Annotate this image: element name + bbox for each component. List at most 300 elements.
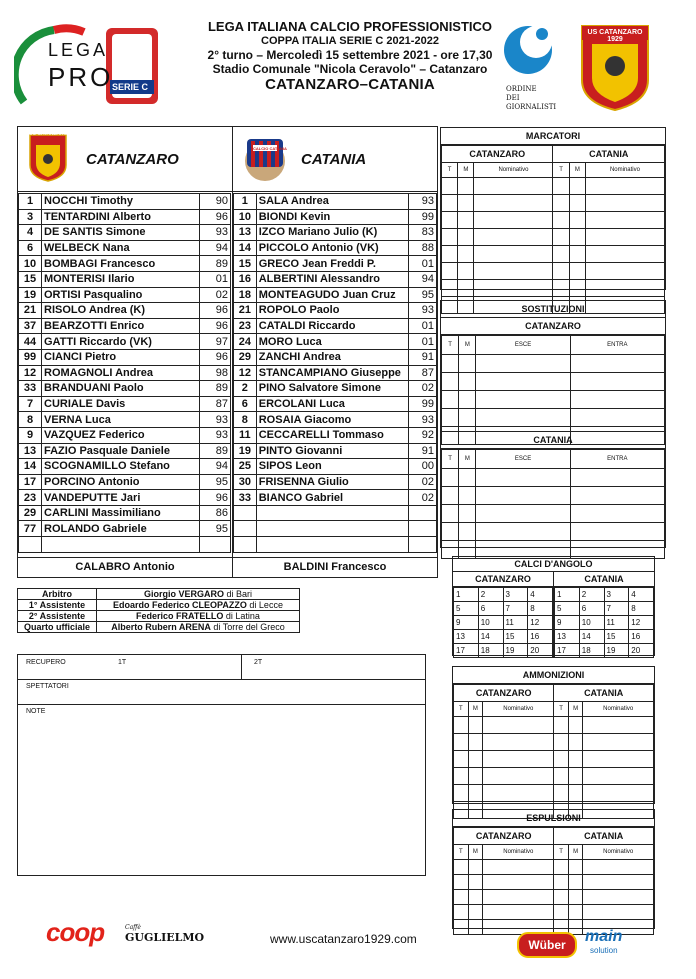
- grid-cell[interactable]: [483, 768, 554, 785]
- player-row: [19, 412, 231, 428]
- competition-name: COPPA ITALIA SERIE C 2021-2022: [261, 35, 439, 47]
- player-year: 93: [200, 427, 231, 443]
- player-year: 96: [200, 349, 231, 365]
- sub-cell[interactable]: [570, 355, 664, 373]
- player-name: VAZQUEZ Federico: [42, 427, 200, 443]
- note-label: NOTE: [26, 708, 46, 715]
- player-row: [234, 459, 437, 475]
- player-name: FAZIO Pasquale Daniele: [42, 443, 200, 459]
- grid-cell[interactable]: [474, 212, 553, 229]
- sub-cell[interactable]: [476, 469, 570, 487]
- grid-col-nominativo: Nominativo: [483, 702, 554, 717]
- grid-cell[interactable]: [553, 195, 569, 212]
- sub-cell[interactable]: [476, 391, 570, 409]
- grid-cell[interactable]: [483, 717, 554, 734]
- grid-home-team: CATANZARO: [454, 828, 554, 845]
- grid-cell[interactable]: [583, 734, 654, 751]
- official-row: [18, 622, 300, 633]
- sub-cell[interactable]: [459, 373, 476, 391]
- corner-row: [555, 630, 654, 644]
- grid-cell[interactable]: [458, 212, 474, 229]
- player-name: PINO Salvatore Simone: [256, 381, 408, 397]
- corners-title: CALCI D'ANGOLO: [453, 557, 654, 572]
- grid-cell[interactable]: [468, 860, 483, 875]
- grid-cell[interactable]: [585, 178, 664, 195]
- grid-cell[interactable]: [554, 860, 568, 875]
- recupero-label: RECUPERO: [26, 659, 66, 666]
- player-number: 11: [234, 427, 257, 443]
- grid-cell[interactable]: [483, 905, 554, 920]
- grid-cell[interactable]: [458, 280, 474, 297]
- catania-crest-icon: [243, 133, 287, 183]
- grid-cell[interactable]: [568, 860, 583, 875]
- grid-cell[interactable]: [468, 734, 483, 751]
- sostituzioni-home: CATANZARO: [441, 318, 665, 335]
- spettatori-row: [18, 680, 425, 705]
- corner-number[interactable]: 6: [478, 602, 503, 616]
- corner-number[interactable]: 2: [478, 588, 503, 602]
- corners-teams: [453, 572, 654, 658]
- grid-cell[interactable]: [583, 860, 654, 875]
- player-row: [19, 225, 231, 241]
- player-number: 23: [19, 490, 42, 506]
- player-row: [234, 240, 437, 256]
- player-number: 1: [19, 194, 42, 210]
- sub-cell[interactable]: [442, 409, 459, 427]
- grid-col-t: T: [553, 163, 569, 178]
- player-row: [234, 318, 437, 334]
- grid-cell[interactable]: [474, 195, 553, 212]
- grid-cell[interactable]: [442, 280, 458, 297]
- grid-cell[interactable]: [454, 905, 469, 920]
- player-year: 99: [408, 209, 436, 225]
- corner-number[interactable]: 1: [555, 588, 580, 602]
- grid-cell[interactable]: [442, 212, 458, 229]
- sub-cell[interactable]: [476, 487, 570, 505]
- player-name: SALA Andrea: [256, 194, 408, 210]
- grid-cell[interactable]: [554, 905, 568, 920]
- grid-cell[interactable]: [458, 178, 474, 195]
- grid-cell[interactable]: [442, 263, 458, 280]
- grid-row: [442, 246, 665, 263]
- sub-row: [442, 487, 665, 505]
- catanzaro-crest-text: US CATANZARO 1929: [29, 131, 80, 137]
- grid-row: [454, 785, 654, 802]
- player-name: CURIALE Davis: [42, 396, 200, 412]
- grid-cell[interactable]: [568, 768, 583, 785]
- away-lineup: [233, 127, 437, 557]
- grid-cell[interactable]: [585, 246, 664, 263]
- sub-col-m: M: [459, 336, 476, 355]
- grid-cell[interactable]: [553, 280, 569, 297]
- grid-cell[interactable]: [583, 768, 654, 785]
- corner-number[interactable]: 19: [503, 644, 528, 658]
- corner-number[interactable]: 13: [454, 630, 479, 644]
- player-year: 96: [200, 318, 231, 334]
- sub-cell[interactable]: [459, 505, 476, 523]
- grid-cell[interactable]: [568, 890, 583, 905]
- player-name: ERCOLANI Luca: [256, 396, 408, 412]
- grid-cell[interactable]: [568, 751, 583, 768]
- grid-cell[interactable]: [585, 195, 664, 212]
- grid-cell[interactable]: [474, 229, 553, 246]
- grid-col-m: M: [468, 702, 483, 717]
- corner-number[interactable]: 4: [528, 588, 553, 602]
- player-number: 15: [234, 256, 257, 272]
- grid-cell[interactable]: [454, 860, 469, 875]
- sub-cell[interactable]: [570, 391, 664, 409]
- corner-number[interactable]: 10: [579, 616, 604, 630]
- player-row: [234, 381, 437, 397]
- away-players-table: [233, 193, 437, 553]
- grid-row: [442, 195, 665, 212]
- grid-cell[interactable]: [554, 875, 568, 890]
- corner-row: [454, 588, 553, 602]
- player-name: ALBERTINI Alessandro: [256, 271, 408, 287]
- grid-home-team: CATANZARO: [442, 146, 553, 163]
- grid-cell[interactable]: [553, 212, 569, 229]
- official-name: Edoardo Federico CLEOPAZZO: [113, 600, 247, 610]
- corner-number[interactable]: 1: [454, 588, 479, 602]
- grid-cell[interactable]: [483, 785, 554, 802]
- player-number: 13: [234, 225, 257, 241]
- grid-row: [442, 280, 665, 297]
- sub-cell[interactable]: [442, 355, 459, 373]
- corner-number[interactable]: 20: [528, 644, 553, 658]
- grid-cell[interactable]: [568, 875, 583, 890]
- player-row: [19, 318, 231, 334]
- grid-cell[interactable]: [554, 785, 568, 802]
- player-year: 01: [200, 271, 231, 287]
- grid-cell[interactable]: [474, 246, 553, 263]
- catania-crest-text: CALCIO CATANIA: [253, 146, 287, 151]
- grid-cell[interactable]: [454, 920, 469, 935]
- grid-cell[interactable]: [483, 734, 554, 751]
- player-name: DE SANTIS Simone: [42, 225, 200, 241]
- grid-cell[interactable]: [553, 229, 569, 246]
- player-year: 92: [408, 427, 436, 443]
- corner-number[interactable]: 15: [604, 630, 629, 644]
- corner-number[interactable]: 14: [478, 630, 503, 644]
- grid-cell[interactable]: [585, 263, 664, 280]
- second-half-label: 2T: [254, 659, 263, 666]
- sub-cell[interactable]: [459, 523, 476, 541]
- grid-cell[interactable]: [483, 890, 554, 905]
- corner-number[interactable]: 8: [629, 602, 654, 616]
- grid-row: [454, 768, 654, 785]
- sub-row: [442, 469, 665, 487]
- player-name: ROSAIA Giacomo: [256, 412, 408, 428]
- sub-cell[interactable]: [476, 373, 570, 391]
- corner-number[interactable]: 16: [629, 630, 654, 644]
- notes-box: [17, 654, 426, 876]
- ammonizioni-title: AMMONIZIONI: [453, 667, 654, 684]
- sub-col-t: T: [442, 336, 459, 355]
- grid-cell[interactable]: [454, 890, 469, 905]
- player-name: WELBECK Nana: [42, 240, 200, 256]
- home-players-table: [18, 193, 231, 553]
- grid-cell[interactable]: [468, 875, 483, 890]
- grid-cell[interactable]: [442, 229, 458, 246]
- sub-cell[interactable]: [459, 409, 476, 427]
- player-row: [19, 427, 231, 443]
- grid-row: [442, 178, 665, 195]
- sub-cell[interactable]: [570, 505, 664, 523]
- grid-cell[interactable]: [474, 178, 553, 195]
- grid-cell[interactable]: [583, 890, 654, 905]
- home-coach: CALABRO Antonio: [18, 557, 233, 577]
- grid-cell[interactable]: [553, 263, 569, 280]
- player-number: 99: [19, 349, 42, 365]
- grid-cell[interactable]: [468, 768, 483, 785]
- grid-cell[interactable]: [569, 246, 585, 263]
- grid-cell[interactable]: [468, 785, 483, 802]
- sub-cell[interactable]: [459, 487, 476, 505]
- away-coach: BALDINI Francesco: [233, 557, 437, 577]
- grid-cell[interactable]: [454, 768, 469, 785]
- player-number: 30: [234, 474, 257, 490]
- grid-cell[interactable]: [568, 734, 583, 751]
- player-year: 02: [408, 381, 436, 397]
- corner-number[interactable]: 14: [579, 630, 604, 644]
- sub-cell[interactable]: [476, 523, 570, 541]
- sub-col-t: T: [442, 450, 459, 469]
- ammonizioni-box: [452, 666, 655, 804]
- grid-cell[interactable]: [569, 229, 585, 246]
- grid-cell[interactable]: [468, 751, 483, 768]
- corner-number[interactable]: 12: [528, 616, 553, 630]
- grid-cell[interactable]: [583, 751, 654, 768]
- player-row: [19, 490, 231, 506]
- corner-number[interactable]: 5: [555, 602, 580, 616]
- player-year: 95: [408, 287, 436, 303]
- corner-number[interactable]: 19: [604, 644, 629, 658]
- grid-team-header: [454, 828, 654, 845]
- corner-number[interactable]: 15: [503, 630, 528, 644]
- sub-cell[interactable]: [442, 523, 459, 541]
- player-number: 12: [19, 365, 42, 381]
- grid-cell[interactable]: [458, 195, 474, 212]
- official-city: di Lecce: [249, 600, 283, 610]
- grid-cell[interactable]: [554, 717, 568, 734]
- player-year: 96: [200, 490, 231, 506]
- grid-cell[interactable]: [568, 717, 583, 734]
- grid-col-m: M: [458, 163, 474, 178]
- main-solution-sub: solution: [590, 946, 618, 955]
- player-row: [19, 287, 231, 303]
- sub-cell[interactable]: [442, 505, 459, 523]
- grid-col-nominativo: Nominativo: [585, 163, 664, 178]
- grid-cell[interactable]: [569, 212, 585, 229]
- corner-number[interactable]: 5: [454, 602, 479, 616]
- official-row: [18, 600, 300, 611]
- sub-cell[interactable]: [476, 355, 570, 373]
- official-city: di Bari: [226, 589, 253, 599]
- corner-number[interactable]: 10: [478, 616, 503, 630]
- sub-cell[interactable]: [570, 523, 664, 541]
- grid-cell[interactable]: [583, 717, 654, 734]
- corner-number[interactable]: 17: [454, 644, 479, 658]
- corner-number[interactable]: 11: [503, 616, 528, 630]
- grid-col-t: T: [554, 702, 568, 717]
- sub-cell[interactable]: [570, 487, 664, 505]
- corner-number[interactable]: 18: [579, 644, 604, 658]
- corner-number[interactable]: 12: [629, 616, 654, 630]
- grid-cell[interactable]: [585, 280, 664, 297]
- grid-cell[interactable]: [483, 860, 554, 875]
- grid-cell[interactable]: [554, 768, 568, 785]
- corner-number[interactable]: 2: [579, 588, 604, 602]
- player-year: 99: [408, 396, 436, 412]
- grid-cell[interactable]: [458, 246, 474, 263]
- grid-cell[interactable]: [442, 178, 458, 195]
- player-year: [408, 505, 436, 521]
- corner-number[interactable]: 16: [528, 630, 553, 644]
- player-row: [19, 334, 231, 350]
- sub-cell[interactable]: [570, 469, 664, 487]
- corner-number[interactable]: 6: [579, 602, 604, 616]
- grid-cell[interactable]: [569, 280, 585, 297]
- grid-cell[interactable]: [468, 717, 483, 734]
- grid-cell[interactable]: [474, 263, 553, 280]
- player-row: [19, 194, 231, 210]
- grid-cell[interactable]: [553, 246, 569, 263]
- coop-logo: coop: [46, 917, 105, 947]
- grid-home-team: CATANZARO: [454, 685, 554, 702]
- player-number: 4: [19, 225, 42, 241]
- player-name: ROLANDO Gabriele: [42, 521, 200, 537]
- grid-cell[interactable]: [474, 280, 553, 297]
- grid-cell[interactable]: [454, 785, 469, 802]
- grid-cell[interactable]: [569, 195, 585, 212]
- home-lineup: [18, 127, 233, 557]
- sub-cell[interactable]: [570, 373, 664, 391]
- grid-row: [454, 890, 654, 905]
- sub-col-entra: ENTRA: [570, 450, 664, 469]
- grid-row: [442, 263, 665, 280]
- player-year: 83: [408, 225, 436, 241]
- player-row: [234, 365, 437, 381]
- corner-number[interactable]: 11: [604, 616, 629, 630]
- grid-cell[interactable]: [583, 875, 654, 890]
- grid-col-header: [454, 845, 654, 860]
- corner-number[interactable]: 13: [555, 630, 580, 644]
- grid-cell[interactable]: [442, 195, 458, 212]
- grid-cell[interactable]: [583, 905, 654, 920]
- corner-number[interactable]: 9: [454, 616, 479, 630]
- grid-cell[interactable]: [454, 717, 469, 734]
- grid-cell[interactable]: [458, 229, 474, 246]
- grid-cell[interactable]: [568, 785, 583, 802]
- player-number: 7: [19, 396, 42, 412]
- official-role: Arbitro: [18, 589, 97, 600]
- corner-number[interactable]: 17: [555, 644, 580, 658]
- player-year: 95: [200, 521, 231, 537]
- grid-cell[interactable]: [553, 178, 569, 195]
- ammonizioni-grid: [453, 684, 654, 819]
- sub-col-entra: ENTRA: [570, 336, 664, 355]
- player-year: 89: [200, 256, 231, 272]
- corner-number[interactable]: 20: [629, 644, 654, 658]
- sub-cell[interactable]: [459, 391, 476, 409]
- corner-number[interactable]: 3: [604, 588, 629, 602]
- grid-cell[interactable]: [454, 734, 469, 751]
- grid-cell[interactable]: [569, 263, 585, 280]
- player-number: 10: [234, 209, 257, 225]
- sub-cell[interactable]: [442, 373, 459, 391]
- sostituzioni-title: SOSTITUZIONI: [441, 301, 665, 318]
- grid-cell[interactable]: [483, 751, 554, 768]
- player-number: 37: [19, 318, 42, 334]
- grid-col-nominativo: Nominativo: [474, 163, 553, 178]
- grid-row: [454, 875, 654, 890]
- official-city: di Torre del Greco: [213, 622, 285, 632]
- sub-cell[interactable]: [476, 505, 570, 523]
- corner-row: [555, 602, 654, 616]
- spettatori-label: SPETTATORI: [26, 683, 69, 690]
- grid-cell[interactable]: [585, 229, 664, 246]
- grid-cell[interactable]: [454, 751, 469, 768]
- grid-cell[interactable]: [468, 920, 483, 935]
- sub-cell[interactable]: [442, 391, 459, 409]
- sub-cell[interactable]: [459, 355, 476, 373]
- corner-number[interactable]: 8: [528, 602, 553, 616]
- grid-cell[interactable]: [569, 178, 585, 195]
- grid-row: [442, 212, 665, 229]
- grid-col-nominativo: Nominativo: [583, 702, 654, 717]
- grid-cell[interactable]: [585, 212, 664, 229]
- corner-number[interactable]: 18: [478, 644, 503, 658]
- grid-cell[interactable]: [454, 875, 469, 890]
- website-link[interactable]: www.uscatanzaro1929.com: [270, 932, 417, 946]
- grid-cell[interactable]: [442, 246, 458, 263]
- player-row: [234, 412, 437, 428]
- player-row: [19, 209, 231, 225]
- player-name: SIPOS Leon: [256, 459, 408, 475]
- player-year: 86: [200, 505, 231, 521]
- grid-cell[interactable]: [468, 905, 483, 920]
- grid-cell[interactable]: [554, 734, 568, 751]
- grid-cell[interactable]: [554, 890, 568, 905]
- grid-cell[interactable]: [468, 890, 483, 905]
- grid-cell[interactable]: [483, 875, 554, 890]
- corner-number[interactable]: 9: [555, 616, 580, 630]
- grid-away-team: CATANIA: [554, 685, 654, 702]
- corner-number[interactable]: 7: [604, 602, 629, 616]
- grid-cell[interactable]: [568, 905, 583, 920]
- player-number: 9: [19, 427, 42, 443]
- grid-cell[interactable]: [458, 263, 474, 280]
- sub-cell[interactable]: [570, 409, 664, 427]
- grid-cell[interactable]: [583, 785, 654, 802]
- corner-number[interactable]: 4: [629, 588, 654, 602]
- sub-cell[interactable]: [442, 469, 459, 487]
- corner-number[interactable]: 3: [503, 588, 528, 602]
- corner-row: [555, 616, 654, 630]
- corners-away: [554, 572, 654, 658]
- match-date: 2° turno – Mercoledì 15 settembre 2021 - ore 17,30: [207, 48, 493, 62]
- corner-number[interactable]: 7: [503, 602, 528, 616]
- player-row: [19, 521, 231, 537]
- sub-cell[interactable]: [442, 487, 459, 505]
- grid-cell[interactable]: [554, 751, 568, 768]
- sub-row: [442, 373, 665, 391]
- sub-cell[interactable]: [459, 469, 476, 487]
- sub-cell[interactable]: [476, 409, 570, 427]
- grid-row: [454, 751, 654, 768]
- player-year: 93: [200, 225, 231, 241]
- sub-col-esce: ESCE: [476, 336, 570, 355]
